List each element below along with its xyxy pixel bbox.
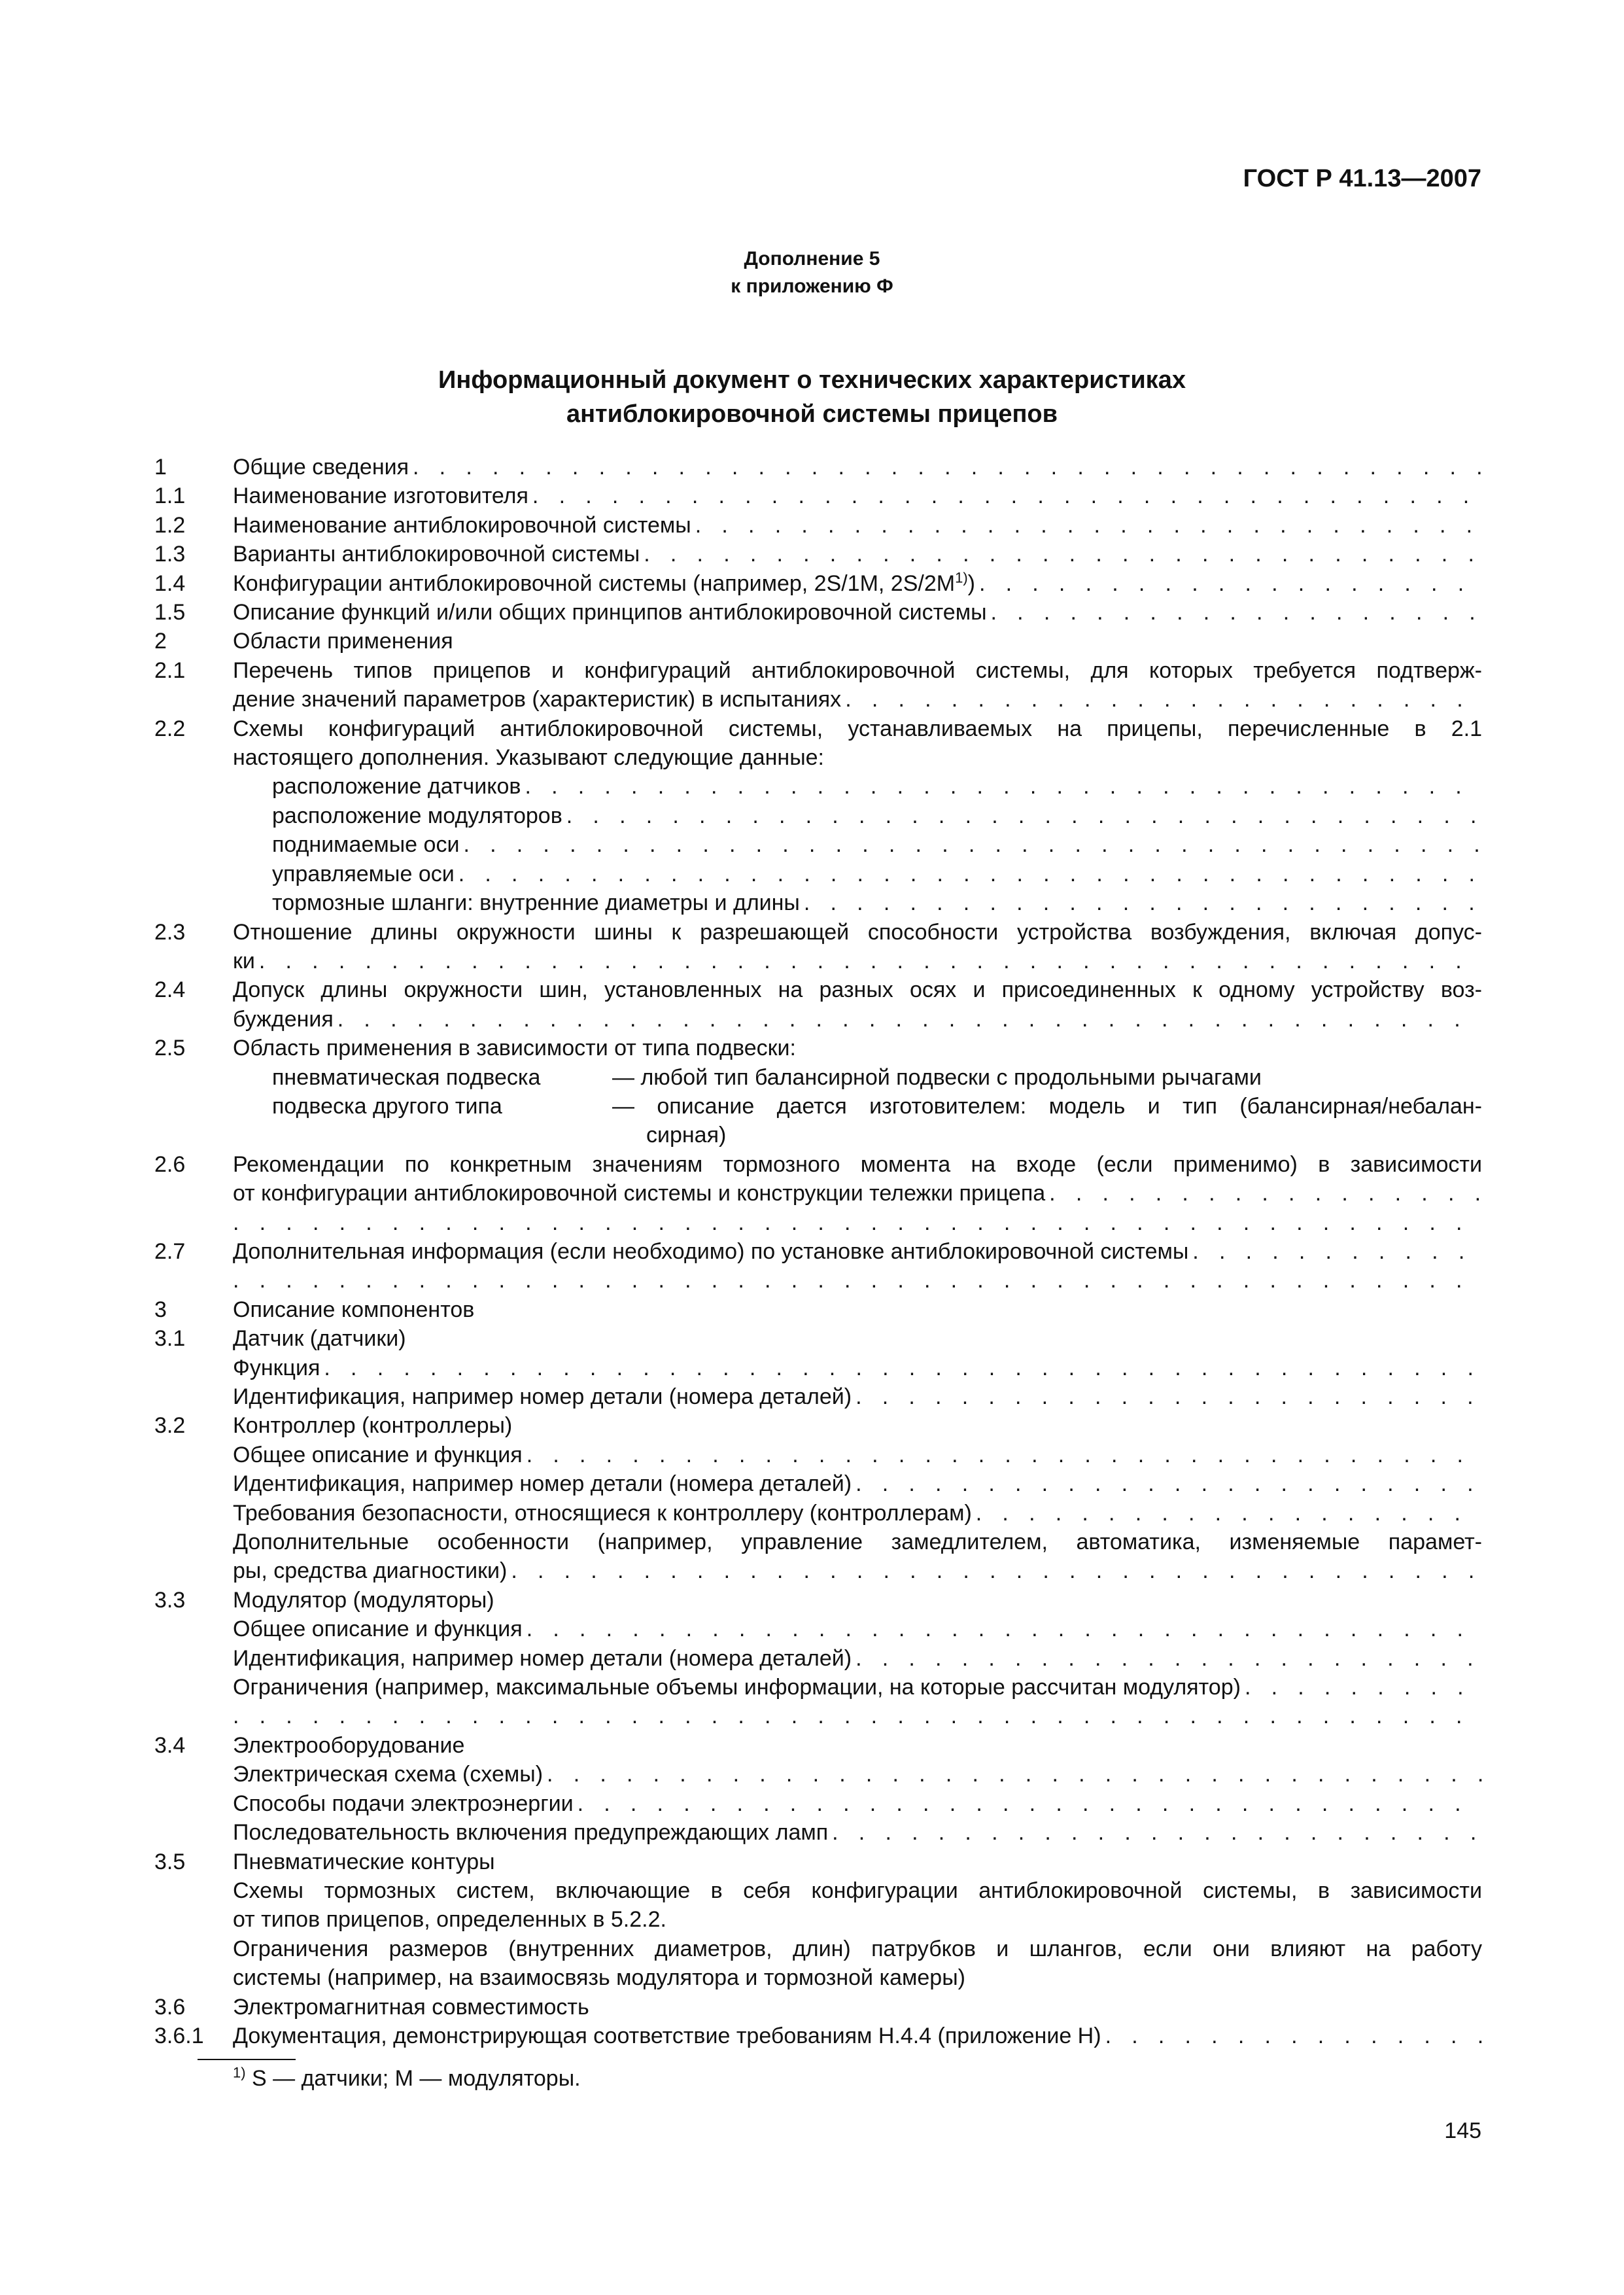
item-2-6: [154, 1150, 1482, 1237]
item-3: [154, 1295, 1482, 1324]
fill-dots: [566, 801, 1482, 830]
item-number: 1.1: [154, 483, 186, 509]
sub-item: расположение датчиков: [272, 774, 521, 799]
suspension-desc: — любой тип балансирной подвески с продольными рычагами: [612, 1064, 1262, 1090]
sub-item: тормозные шланги: внутренние диаметры и длины: [272, 890, 800, 916]
item-text: Схемы конфигураций антиблокировочной системы, устанавливаемых на прицепы, перечисленные в 2.1: [233, 716, 1482, 741]
document-title: [0, 363, 1624, 431]
item-text: Допуск длины окружности шин, установленных на разных осях и присоединенных к одному устройству воз-: [233, 977, 1482, 1003]
item-text: Область применения в зависимости от типа подвески:: [233, 1036, 796, 1061]
item-number: 3.5: [154, 1849, 186, 1874]
item-2-1: [154, 656, 1482, 714]
item-3-5: [154, 1848, 1482, 1993]
item-text: Рекомендации по конкретным значениям тормозного момента на входе (если применимо) в зависимости: [233, 1151, 1482, 1177]
item-text: Области применения: [233, 629, 453, 654]
item-3-4: [154, 1731, 1482, 1848]
suspension-type: подвеска другого типа: [272, 1093, 502, 1119]
item-number: 3.1: [154, 1326, 186, 1352]
item-number: 2: [154, 629, 167, 654]
suspension-row: [272, 1092, 1482, 1150]
fill-dots: [233, 1208, 1482, 1237]
item-text: Дополнительная информация (если необходимо) по установке антиблокировочной системы: [233, 1238, 1189, 1264]
item-2-4: [154, 975, 1482, 1034]
fill-dots: [547, 1760, 1482, 1789]
item-2-2: [154, 714, 1482, 918]
paragraph: Схемы тормозных систем, включающие в себя конфигурации антиблокировочной системы, в зависимости: [233, 1878, 1482, 1903]
item-3-1: [154, 1324, 1482, 1411]
fill-dots: [532, 482, 1482, 510]
item-text-cont: от конфигурации антиблокировочной системы и конструкции тележки прицепа: [233, 1181, 1046, 1206]
item-text: Контроллер (контроллеры): [233, 1413, 513, 1439]
fill-dots: [463, 830, 1482, 859]
item-text: Отношение длины окружности шины к разрешающей способности устройства возбуждения, включая допус-: [233, 919, 1482, 945]
sub-item: управляемые оси: [272, 861, 455, 886]
item-number: 3: [154, 1297, 167, 1322]
item-3-2: [154, 1411, 1482, 1585]
item-text-cont: настоящего дополнения. Указывают следующие данные:: [233, 745, 824, 771]
fill-dots: [979, 569, 1482, 598]
fill-dots: [1105, 2022, 1482, 2050]
sub-item: Общее описание и функция: [233, 1442, 523, 1467]
suspension-row: [272, 1063, 1482, 1092]
fill-dots: [976, 1499, 1482, 1528]
item-text: Описание компонентов: [233, 1297, 475, 1322]
item-text: Общие сведения: [233, 455, 409, 480]
item-2-7: [154, 1237, 1482, 1295]
item-number: 2.3: [154, 919, 186, 945]
item-text: Электрооборудование: [233, 1732, 465, 1758]
item-number: 3.6.1: [154, 2023, 204, 2048]
page-number: 145: [1444, 2118, 1481, 2143]
annex-reference: к приложению Ф: [731, 275, 893, 297]
fill-dots: [527, 1441, 1482, 1469]
fill-dots: [855, 1644, 1482, 1673]
fill-dots: [458, 860, 1482, 888]
title-line-2: антиблокировочной системы прицепов: [566, 400, 1058, 428]
item-text: Документация, демонстрирующая соответствие требованиям Н.4.4 (приложение Н): [233, 2023, 1101, 2048]
item-text: Конфигурации антиблокировочной системы (например, 2S/1M, $2S/2M^{1)}$): [233, 569, 975, 596]
annex-heading: [0, 245, 1624, 300]
item-text: Варианты антиблокировочной системы: [233, 542, 640, 567]
item-text: Перечень типов прицепов и конфигураций антиблокировочной системы, для которых требуется подтверж-: [233, 657, 1482, 683]
fill-dots: [1049, 1179, 1482, 1208]
fill-dots: [1245, 1673, 1482, 1702]
fill-dots: [233, 1702, 1482, 1730]
paragraph-cont: от типов прицепов, определенных в 5.2.2.: [233, 1907, 666, 1933]
sub-item-cont: ры, средства диагностики): [233, 1558, 508, 1584]
sub-item: Идентификация, например номер детали (номера деталей): [233, 1384, 852, 1409]
fill-dots: [991, 598, 1482, 627]
fill-dots: [578, 1789, 1482, 1818]
item-number: 2.1: [154, 657, 186, 683]
sub-item: Последовательность включения предупреждающих ламп: [233, 1820, 829, 1846]
fill-dots: [233, 1266, 1482, 1295]
item-number: 1.2: [154, 512, 186, 538]
suspension-desc-cont: сирная): [646, 1123, 727, 1148]
footnote-ref: 1): [955, 569, 968, 586]
fill-dots: [855, 1469, 1482, 1498]
item-text: Наименование изготовителя: [233, 483, 528, 509]
fill-dots: [695, 511, 1482, 540]
sub-item: Дополнительные особенности (например, управление замедлителем, автоматика, изменяемые парамет-: [233, 1530, 1482, 1555]
fill-dots: [644, 540, 1482, 569]
form-body: [154, 453, 1482, 2050]
item-number: 2.7: [154, 1238, 186, 1264]
item-1: [154, 453, 1482, 482]
item-number: 2.5: [154, 1036, 186, 1061]
item-text: Пневматические контуры: [233, 1849, 495, 1874]
sub-item: расположение модуляторов: [272, 803, 562, 828]
sub-item: Способы подачи электроэнергии: [233, 1791, 574, 1816]
fill-dots: [845, 685, 1482, 714]
fill-dots: [525, 772, 1482, 801]
item-3-6-1: [154, 2022, 1482, 2050]
item-text: Описание функций и/или общих принципов антиблокировочной системы: [233, 600, 987, 625]
fill-dots: [511, 1556, 1482, 1585]
item-1-3: [154, 540, 1482, 569]
sub-item: Идентификация, например номер детали (номера деталей): [233, 1645, 852, 1671]
item-number: 3.2: [154, 1413, 186, 1439]
item-text: Модулятор (модуляторы): [233, 1587, 494, 1613]
item-1-4: [154, 569, 1482, 598]
item-text: Датчик (датчики): [233, 1326, 406, 1352]
sub-item: Функция: [233, 1355, 320, 1380]
sub-item: поднимаемые оси: [272, 832, 460, 858]
annex-number: Дополнение 5: [744, 248, 880, 270]
sub-item: Общее описание и функция: [233, 1617, 523, 1642]
fill-dots: [832, 1818, 1482, 1847]
item-number: 1.4: [154, 570, 186, 596]
title-line-1: Информационный документ о технических характеристиках: [438, 366, 1186, 394]
suspension-type: пневматическая подвеска: [272, 1064, 541, 1090]
item-number: 1: [154, 455, 167, 480]
item-number: 2.2: [154, 716, 186, 741]
fill-dots: [1192, 1237, 1482, 1266]
footnote-separator: [198, 2059, 296, 2060]
footnote-mark: 1): [233, 2064, 246, 2081]
fill-dots: [413, 453, 1482, 482]
fill-dots: [337, 1005, 1482, 1034]
item-1-5: [154, 598, 1482, 627]
paragraph-cont: системы (например, на взаимосвязь модулятора и тормозной камеры): [233, 1965, 965, 1991]
item-text-cont: буждения: [233, 1006, 334, 1032]
item-number: 3.6: [154, 1994, 186, 2020]
suspension-desc: — описание дается изготовителем: модель и тип (балансирная/небалан-: [612, 1093, 1482, 1119]
document-code: ГОСТ Р 41.13—2007: [1243, 165, 1481, 192]
item-text: Электромагнитная совместимость: [233, 1994, 589, 2020]
item-3-3: [154, 1586, 1482, 1731]
item-number: 1.5: [154, 600, 186, 625]
item-3-6: [154, 1993, 1482, 2022]
item-2: [154, 627, 1482, 656]
item-2-3: [154, 918, 1482, 976]
item-1-1: [154, 482, 1482, 510]
item-text-cont: дение значений параметров (характеристик) в испытаниях: [233, 687, 842, 712]
item-number: 2.6: [154, 1151, 186, 1177]
item-text-cont: ки: [233, 948, 255, 973]
fill-dots: [527, 1615, 1482, 1643]
fill-dots: [324, 1354, 1482, 1382]
fill-dots: [855, 1382, 1482, 1411]
item-1-2: [154, 511, 1482, 540]
item-number: 3.4: [154, 1732, 186, 1758]
item-2-5: [154, 1034, 1482, 1150]
item-text: Наименование антиблокировочной системы: [233, 512, 691, 538]
sub-item: Ограничения (например, максимальные объемы информации, на которые рассчитан модулятор): [233, 1675, 1241, 1700]
paragraph: Ограничения размеров (внутренних диаметров, длин) патрубков и шлангов, если они влияют на работу: [233, 1936, 1482, 1961]
item-number: 3.3: [154, 1587, 186, 1613]
sub-item: Идентификация, например номер детали (номера деталей): [233, 1471, 852, 1497]
item-number: 2.4: [154, 977, 186, 1003]
sub-item: Требования безопасности, относящиеся к контроллеру (контроллерам): [233, 1500, 972, 1526]
footnote-text: S — датчики; M — модуляторы.: [245, 2066, 581, 2091]
fill-dots: [259, 947, 1482, 975]
item-number: 1.3: [154, 542, 186, 567]
footnote: [233, 2066, 581, 2092]
fill-dots: [804, 888, 1482, 917]
sub-item: Электрическая схема (схемы): [233, 1762, 544, 1787]
